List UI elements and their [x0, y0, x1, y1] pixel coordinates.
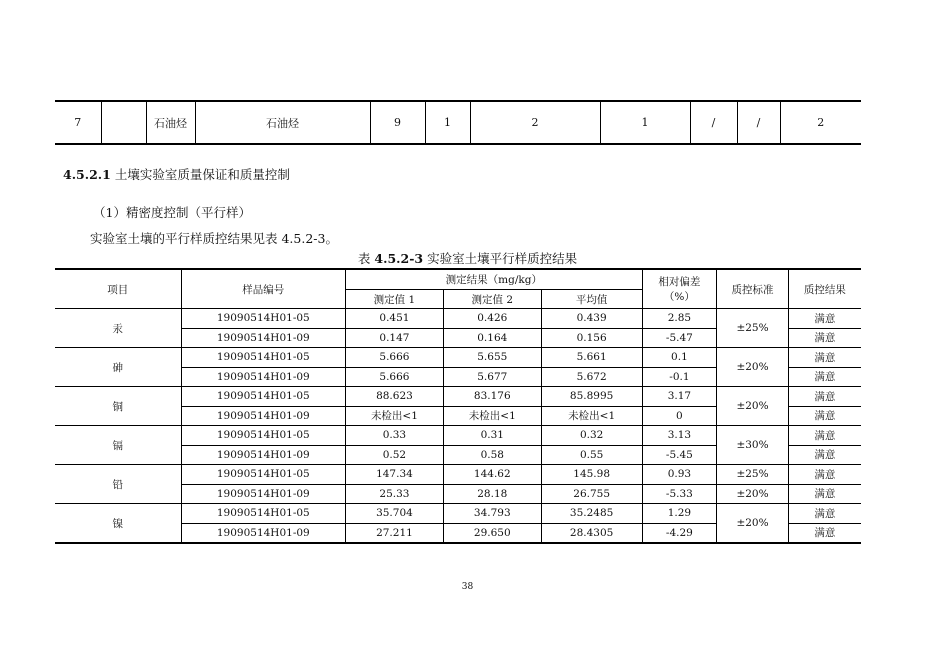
- value1-cell: 0.33: [346, 426, 444, 446]
- header-sample-id: 样品编号: [181, 269, 345, 309]
- header-measured: 测定结果（mg/kg）: [346, 269, 643, 290]
- table-cell: 2: [470, 101, 600, 144]
- mean-cell: 未检出<1: [541, 406, 642, 426]
- result-cell: 满意: [788, 426, 861, 446]
- standard-cell: ±20%: [717, 504, 789, 544]
- sample-id-cell: 19090514H01-05: [181, 387, 345, 407]
- subsection-heading: （1）精密度控制（平行样）: [93, 205, 251, 220]
- mean-cell: 0.439: [541, 309, 642, 329]
- sample-id-cell: 19090514H01-09: [181, 328, 345, 348]
- mean-cell: 0.32: [541, 426, 642, 446]
- relative-deviation-cell: -5.33: [642, 484, 717, 504]
- relative-deviation-cell: 1.29: [642, 504, 717, 524]
- relative-deviation-cell: -5.47: [642, 328, 717, 348]
- value1-cell: 未检出<1: [346, 406, 444, 426]
- mean-cell: 28.4305: [541, 523, 642, 543]
- value2-cell: 29.650: [443, 523, 541, 543]
- mean-cell: 5.672: [541, 367, 642, 387]
- header-item: 项目: [55, 269, 181, 309]
- value2-cell: 0.31: [443, 426, 541, 446]
- mean-cell: 5.661: [541, 348, 642, 368]
- item-cell: 砷: [55, 348, 181, 387]
- header-standard: 质控标准: [717, 269, 789, 309]
- value2-cell: 28.18: [443, 484, 541, 504]
- value2-cell: 0.58: [443, 445, 541, 465]
- relative-deviation-cell: 3.17: [642, 387, 717, 407]
- relative-deviation-cell: 0.93: [642, 465, 717, 485]
- sample-id-cell: 19090514H01-05: [181, 465, 345, 485]
- value2-cell: 83.176: [443, 387, 541, 407]
- standard-cell: ±20%: [717, 348, 789, 387]
- mean-cell: 145.98: [541, 465, 642, 485]
- value1-cell: 88.623: [346, 387, 444, 407]
- table-cell: /: [690, 101, 737, 144]
- standard-cell: ±30%: [717, 426, 789, 465]
- value1-cell: 5.666: [346, 367, 444, 387]
- item-cell: 铅: [55, 465, 181, 504]
- table-row: [55, 348, 861, 368]
- value1-cell: 0.147: [346, 328, 444, 348]
- header-relative-deviation-line2: （%）: [663, 291, 695, 303]
- mean-cell: 26.755: [541, 484, 642, 504]
- sample-id-cell: 19090514H01-05: [181, 426, 345, 446]
- result-cell: 满意: [788, 406, 861, 426]
- standard-cell: ±25%: [717, 465, 789, 485]
- body-paragraph: 实验室土壤的平行样质控结果见表 4.5.2-3。: [90, 231, 338, 246]
- sample-id-cell: 19090514H01-05: [181, 348, 345, 368]
- section-number: 4.5.2.1: [63, 167, 111, 182]
- sample-id-cell: 19090514H01-09: [181, 367, 345, 387]
- page-number: 38: [461, 582, 474, 592]
- mean-cell: 0.156: [541, 328, 642, 348]
- caption-prefix: 表: [357, 251, 371, 266]
- result-cell: 满意: [788, 328, 861, 348]
- table-cell: 2: [780, 101, 861, 144]
- result-cell: 满意: [788, 445, 861, 465]
- sample-id-cell: 19090514H01-09: [181, 445, 345, 465]
- continued-table: [55, 100, 861, 145]
- header-value1: 测定值 1: [346, 290, 444, 309]
- result-cell: 满意: [788, 504, 861, 524]
- table-row: [55, 426, 861, 446]
- mean-cell: 0.55: [541, 445, 642, 465]
- table-cell: /: [737, 101, 780, 144]
- value1-cell: 25.33: [346, 484, 444, 504]
- qc-results-table: [55, 268, 861, 544]
- value1-cell: 0.451: [346, 309, 444, 329]
- value1-cell: 0.52: [346, 445, 444, 465]
- item-cell: 镉: [55, 426, 181, 465]
- sample-id-cell: 19090514H01-05: [181, 309, 345, 329]
- value1-cell: 147.34: [346, 465, 444, 485]
- item-cell: 镍: [55, 504, 181, 544]
- header-row: [55, 269, 861, 290]
- standard-cell: ±25%: [717, 309, 789, 348]
- value2-cell: 5.677: [443, 367, 541, 387]
- table-cell: [101, 101, 146, 144]
- result-cell: 满意: [788, 465, 861, 485]
- relative-deviation-cell: 0: [642, 406, 717, 426]
- value1-cell: 27.211: [346, 523, 444, 543]
- table-cell: 1: [425, 101, 470, 144]
- value2-cell: 0.164: [443, 328, 541, 348]
- result-cell: 满意: [788, 348, 861, 368]
- standard-cell: ±20%: [717, 484, 789, 504]
- caption-number: 4.5.2-3: [374, 251, 424, 266]
- table-row: [55, 504, 861, 524]
- relative-deviation-cell: 0.1: [642, 348, 717, 368]
- relative-deviation-cell: 2.85: [642, 309, 717, 329]
- table-cell: 1: [600, 101, 690, 144]
- result-cell: 满意: [788, 387, 861, 407]
- table-caption: [0, 249, 935, 267]
- header-result: 质控结果: [788, 269, 861, 309]
- table-row: [55, 387, 861, 407]
- table-cell: 9: [370, 101, 425, 144]
- section-heading: [63, 165, 290, 183]
- sample-id-cell: 19090514H01-09: [181, 523, 345, 543]
- value2-cell: 0.426: [443, 309, 541, 329]
- header-mean: 平均值: [541, 290, 642, 309]
- value2-cell: 34.793: [443, 504, 541, 524]
- table-cell: 石油烃: [195, 101, 370, 144]
- sample-id-cell: 19090514H01-09: [181, 406, 345, 426]
- table-cell: 7: [74, 116, 82, 129]
- value2-cell: 144.62: [443, 465, 541, 485]
- mean-cell: 35.2485: [541, 504, 642, 524]
- caption-title: 实验室土壤平行样质控结果: [427, 251, 578, 266]
- relative-deviation-cell: -0.1: [642, 367, 717, 387]
- value2-cell: 未检出<1: [443, 406, 541, 426]
- table-row: [55, 309, 861, 329]
- header-value2: 测定值 2: [443, 290, 541, 309]
- item-cell: 铜: [55, 387, 181, 426]
- relative-deviation-cell: 3.13: [642, 426, 717, 446]
- mean-cell: 85.8995: [541, 387, 642, 407]
- result-cell: 满意: [788, 309, 861, 329]
- table-cell: 石油烃: [146, 101, 195, 144]
- sample-id-cell: 19090514H01-05: [181, 504, 345, 524]
- header-relative-deviation: [642, 269, 717, 309]
- value1-cell: 5.666: [346, 348, 444, 368]
- table-row: [55, 465, 861, 485]
- value1-cell: 35.704: [346, 504, 444, 524]
- relative-deviation-cell: -5.45: [642, 445, 717, 465]
- header-relative-deviation-line1: 相对偏差: [658, 276, 701, 288]
- result-cell: 满意: [788, 367, 861, 387]
- result-cell: 满意: [788, 484, 861, 504]
- result-cell: 满意: [788, 523, 861, 543]
- standard-cell: ±20%: [717, 387, 789, 426]
- sample-id-cell: 19090514H01-09: [181, 484, 345, 504]
- item-cell: 汞: [55, 309, 181, 348]
- value2-cell: 5.655: [443, 348, 541, 368]
- section-title: 土壤实验室质量保证和质量控制: [114, 167, 290, 182]
- relative-deviation-cell: -4.29: [642, 523, 717, 543]
- table-row: [55, 101, 861, 144]
